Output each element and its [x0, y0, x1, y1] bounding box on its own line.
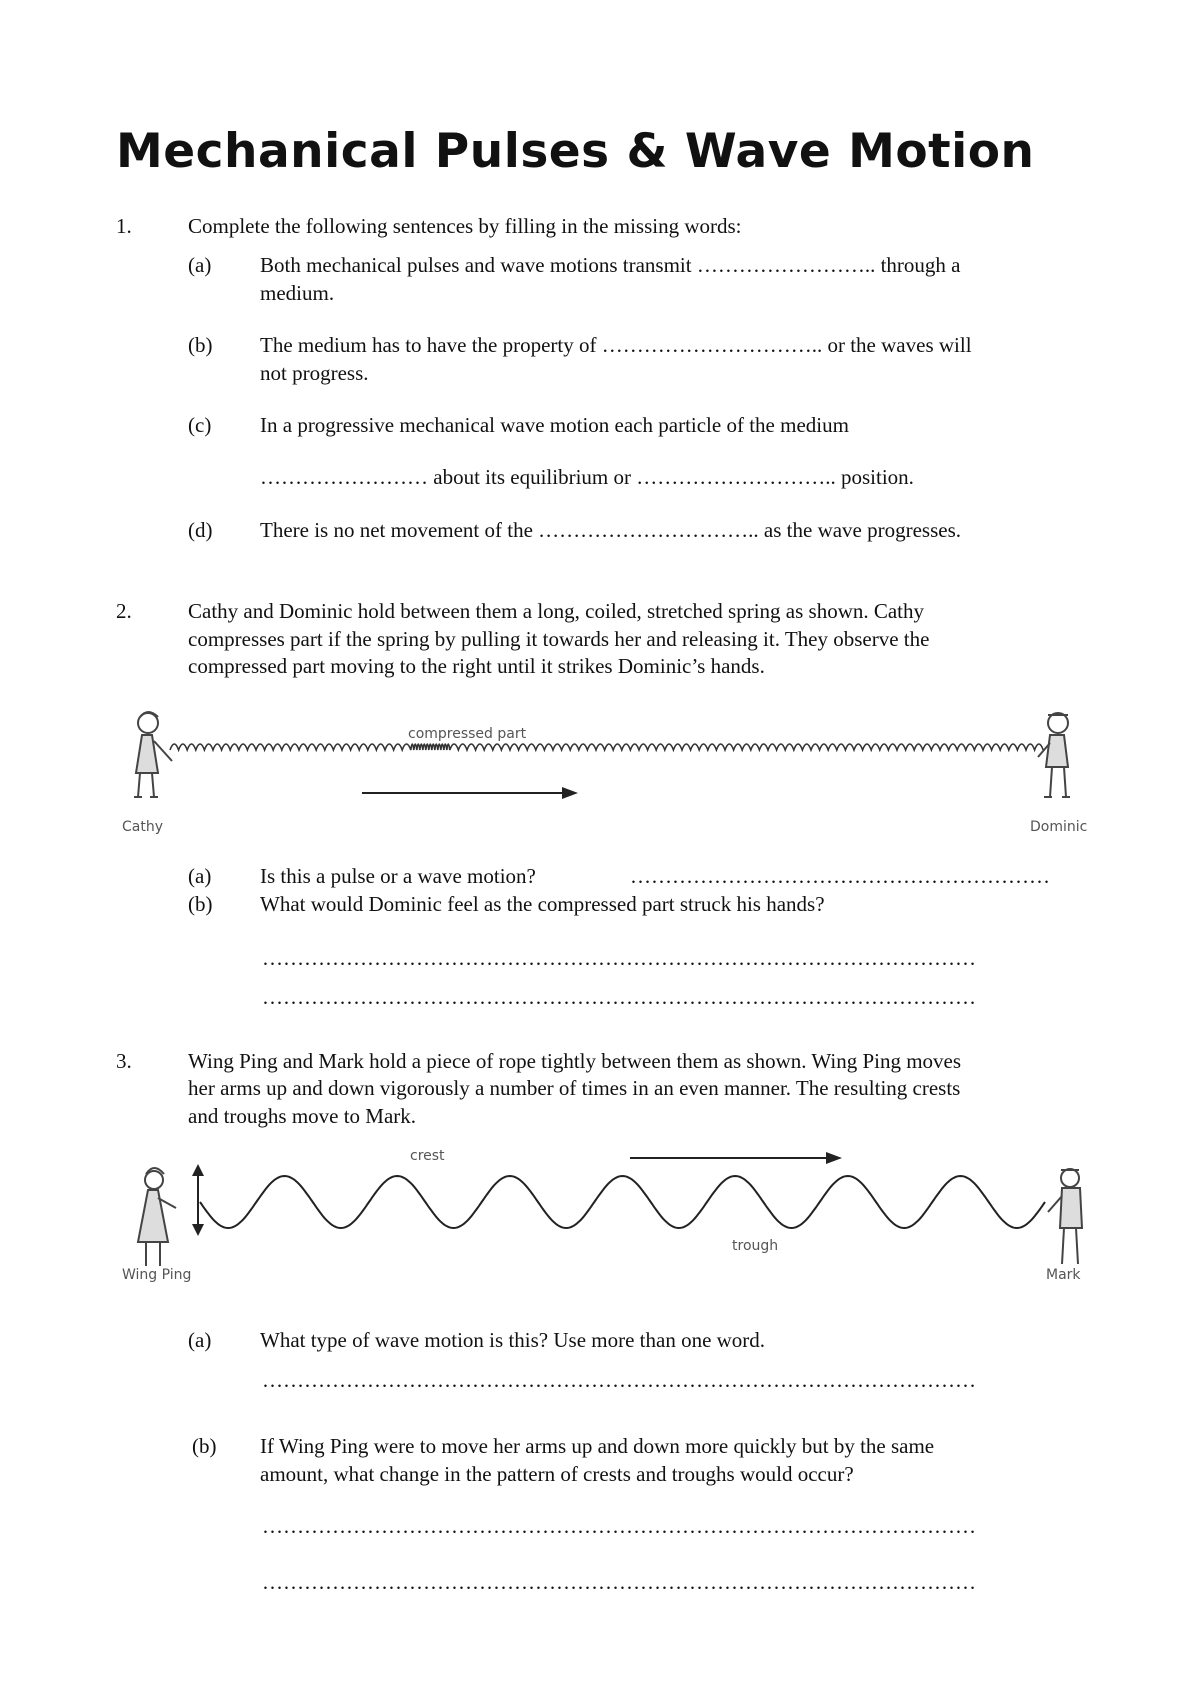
compressed-part-label: compressed part [408, 726, 527, 742]
q1b-label: (b) [188, 333, 213, 357]
q2b-label: (b) [188, 892, 213, 916]
q1c-line1: In a progressive mechanical wave motion each particle of the medium [260, 413, 849, 437]
mark-label: Mark [1046, 1267, 1081, 1283]
q3-line2: her arms up and down vigorously a number of times in an even manner. The resulting crests [188, 1076, 961, 1100]
q2a-label: (a) [188, 864, 212, 888]
q3a-label: (a) [188, 1328, 212, 1352]
q2a-text: Is this a pulse or a wave motion? [260, 864, 536, 888]
right-arrow-icon-2 [630, 1152, 842, 1164]
q3a-answer-line[interactable]: ………………………………………………………………………………………… [262, 1368, 976, 1392]
cathy-figure [134, 712, 172, 797]
q1a-label: (a) [188, 253, 212, 277]
rope-wave-figure [110, 1140, 1100, 1290]
wing-ping-figure [138, 1168, 176, 1266]
q2b-answer-line-2[interactable]: ………………………………………………………………………………………… [262, 985, 976, 1009]
q1a-line2: medium. [260, 281, 335, 305]
q2-line3: compressed part moving to the right until it strikes Dominic’s hands. [188, 654, 765, 678]
dominic-label: Dominic [1030, 819, 1088, 835]
q2-line2: compresses part if the spring by pulling it towards her and releasing it. They observe the [188, 627, 930, 651]
q3-line1: Wing Ping and Mark hold a piece of rope tightly between them as shown. Wing Ping moves [188, 1049, 962, 1073]
q2a-answer-line[interactable]: …………………………………………………… [630, 864, 1050, 888]
mark-figure [1048, 1169, 1082, 1264]
q1d-label: (d) [188, 518, 213, 542]
spring-coil [170, 744, 1043, 750]
crest-label: crest [410, 1148, 445, 1164]
q2-line1: Cathy and Dominic hold between them a long, coiled, stretched spring as shown. Cathy [188, 599, 925, 623]
q1c-label: (c) [188, 413, 212, 437]
wing-ping-label: Wing Ping [122, 1267, 192, 1283]
q3b-answer-line-2[interactable]: ………………………………………………………………………………………… [262, 1570, 976, 1594]
up-down-arrow-icon [192, 1164, 204, 1236]
q3a-text: What type of wave motion is this? Use more than one word. [260, 1328, 766, 1352]
q1b-line2: not progress. [260, 361, 369, 385]
q3-line3: and troughs move to Mark. [188, 1104, 417, 1128]
q1a-line1: Both mechanical pulses and wave motions transmit …………………….. through a [260, 253, 961, 277]
dominic-figure [1038, 713, 1070, 797]
q1-number: 1. [116, 214, 132, 238]
q2b-text: What would Dominic feel as the compressed part struck his hands? [260, 892, 825, 916]
rope-wave [200, 1176, 1045, 1228]
q2-number: 2. [116, 599, 132, 623]
spring-figure [110, 705, 1100, 845]
q2b-answer-line-1[interactable]: ………………………………………………………………………………………… [262, 946, 976, 970]
trough-label: trough [732, 1238, 779, 1254]
q1c-line2: …………………… about its equilibrium or ……………………….. position. [260, 465, 914, 489]
page-title: Mechanical Pulses & Wave Motion [116, 124, 1035, 179]
q1b-line1: The medium has to have the property of ………………………….. or the waves will [260, 333, 972, 357]
q3b-line1: If Wing Ping were to move her arms up and down more quickly but by the same [260, 1434, 935, 1458]
q1d-line1: There is no net movement of the ………………………….. as the wave progresses. [260, 518, 962, 542]
q3b-line2: amount, what change in the pattern of crests and troughs would occur? [260, 1462, 854, 1486]
right-arrow-icon [362, 787, 578, 799]
q1-text: Complete the following sentences by filling in the missing words: [188, 214, 742, 238]
cathy-label: Cathy [122, 819, 164, 835]
q3-number: 3. [116, 1049, 132, 1073]
q3b-answer-line-1[interactable]: ………………………………………………………………………………………… [262, 1514, 976, 1538]
q3b-label: (b) [192, 1434, 217, 1458]
